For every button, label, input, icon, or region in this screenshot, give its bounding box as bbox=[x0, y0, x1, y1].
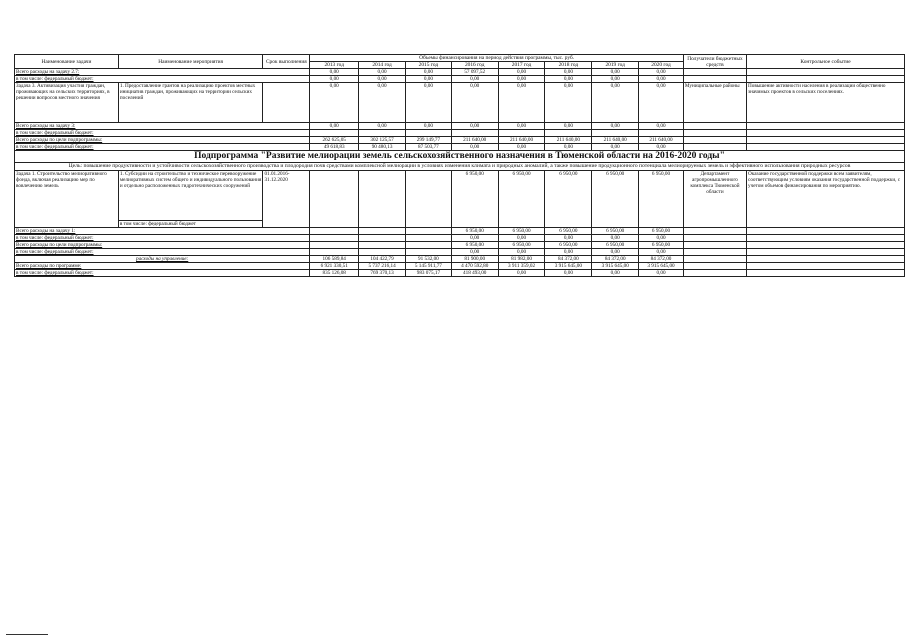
subprogram-goal-row bbox=[15, 163, 905, 171]
cell-empty bbox=[683, 249, 746, 256]
cell-value: 0,00 bbox=[310, 123, 359, 130]
cell-empty bbox=[683, 263, 746, 270]
cell-value bbox=[359, 242, 406, 249]
row-label: в том числе: федеральный бюджет: bbox=[15, 249, 310, 256]
cell-value: 0,00 bbox=[405, 69, 451, 76]
row-label: Всего расходы на задачу 1: bbox=[15, 228, 310, 235]
cell-empty bbox=[545, 130, 592, 137]
cell-value: 6 950,00 bbox=[451, 228, 498, 235]
row-label: в том числе: федеральный бюджет: bbox=[15, 270, 310, 277]
cell-value: 106 589,84 bbox=[310, 256, 359, 263]
cell-value: 0,00 bbox=[498, 83, 545, 123]
cell-empty bbox=[683, 235, 746, 242]
task1-row bbox=[15, 171, 905, 221]
cell-value: 0,00 bbox=[451, 76, 498, 83]
cell-empty bbox=[359, 171, 406, 228]
row-label: расходы на управление: bbox=[15, 256, 310, 263]
footnote-divider bbox=[6, 634, 48, 635]
cell-value: 6 950,00 bbox=[498, 242, 545, 249]
cell-value: 4 470 592,80 bbox=[451, 263, 498, 270]
cell-value: 0,00 bbox=[405, 123, 451, 130]
cell-value: 0,00 bbox=[498, 270, 545, 277]
document-page bbox=[14, 54, 905, 277]
cell-value: 0,00 bbox=[545, 235, 592, 242]
subprogram-goal: Цель: повышение продуктивности и устойчивости сельскохозяйственного производства и плодородия почв средствами комплексной мелиорации в условиях изменения климата и природных аномалий, а также повышение продукционного потенциала мелиорируемых земель и эффективного использования природных ресурсов bbox=[15, 163, 905, 171]
cell-value bbox=[359, 235, 406, 242]
task1-term bbox=[263, 171, 310, 228]
cell-value: 211 640,00 bbox=[592, 137, 639, 144]
cell-value: 0,00 bbox=[592, 249, 639, 256]
cell-empty bbox=[747, 263, 905, 270]
cell-value bbox=[310, 249, 359, 256]
cell-value bbox=[310, 235, 359, 242]
cell-empty bbox=[310, 130, 359, 137]
cell-value: 0,00 bbox=[545, 76, 592, 83]
cell-value: 0,00 bbox=[451, 83, 498, 123]
row-label: в том числе: федеральный бюджет: bbox=[15, 76, 310, 83]
cell-empty bbox=[592, 130, 639, 137]
cell-value: 0,00 bbox=[451, 123, 498, 130]
cell-value: 0,00 bbox=[592, 69, 639, 76]
cell-value: 0,00 bbox=[545, 83, 592, 123]
cell-value: 104 422,79 bbox=[359, 256, 406, 263]
task1-control: Оказание государственной поддержки всем заявителям, соответствующим условиям оказания государственной поддержки, с учетом объемов финансирования по мероприятию. bbox=[747, 171, 905, 228]
cell-value: 0,00 bbox=[310, 76, 359, 83]
row-label: Всего расходы по программе: bbox=[15, 263, 310, 270]
table-row bbox=[15, 144, 905, 151]
table-row bbox=[15, 263, 905, 270]
cell-value: 6 950,00 bbox=[498, 171, 545, 228]
cell-value: 84 372,00 bbox=[639, 256, 684, 263]
header-control: Контрольное событие bbox=[747, 55, 905, 69]
cell-empty bbox=[747, 137, 905, 144]
header-activity: Наименование мероприятия bbox=[118, 55, 263, 69]
header-funding: Объемы финансирования на период действия программы, тыс. руб. bbox=[310, 55, 684, 62]
cell-empty bbox=[747, 69, 905, 76]
task1-federal-note: в том числе: федеральный бюджет bbox=[118, 221, 263, 228]
cell-value: 211 640,00 bbox=[639, 137, 684, 144]
cell-value: 0,00 bbox=[639, 69, 684, 76]
cell-empty bbox=[747, 144, 905, 151]
cell-empty bbox=[747, 235, 905, 242]
cell-value: 0,00 bbox=[310, 83, 359, 123]
cell-value: 84 372,00 bbox=[592, 256, 639, 263]
cell-value bbox=[310, 242, 359, 249]
cell-value: 3 915 645,00 bbox=[639, 263, 684, 270]
year-header: 2013 год bbox=[310, 62, 359, 69]
table-header-row bbox=[15, 55, 905, 62]
cell-value: 0,00 bbox=[545, 249, 592, 256]
cell-value: 211 640,00 bbox=[451, 137, 498, 144]
cell-value: 0,00 bbox=[498, 144, 545, 151]
cell-empty bbox=[683, 144, 746, 151]
cell-value: 211 640,00 bbox=[498, 137, 545, 144]
task1-recipient: Департамент агропромышленного комплекса Тюменской области bbox=[683, 171, 746, 228]
cell-empty bbox=[405, 171, 451, 228]
cell-value: 0,00 bbox=[359, 76, 406, 83]
term-to: 31.12.2020 bbox=[264, 177, 288, 183]
table-row bbox=[15, 242, 905, 249]
task1-activity: 1. Субсидии на строительство и техническое перевооружение мелиоративных систем общего и индивидуального пользования и отдельно расположенных гидротехнических сооружений bbox=[118, 171, 263, 221]
cell-empty bbox=[747, 130, 905, 137]
task3-control: Повышение активности населения в реализации общественно значимых проектов в сельских поселениях. bbox=[747, 83, 905, 123]
task1-name: Задача 1. Строительство мелиоративного фонда, включая реализацию мер по вовлечению земель bbox=[15, 171, 119, 228]
cell-empty bbox=[263, 83, 310, 123]
table-row bbox=[15, 256, 905, 263]
table-row bbox=[15, 76, 905, 83]
table-row bbox=[15, 249, 905, 256]
cell-value: 418 493,00 bbox=[451, 270, 498, 277]
task3-recipient: Муниципальные районы bbox=[683, 83, 746, 123]
cell-value: 0,00 bbox=[592, 83, 639, 123]
cell-value: 81 982,00 bbox=[498, 256, 545, 263]
year-header: 2020 год bbox=[639, 62, 684, 69]
subprogram-title: Подпрограмма "Развитие мелиорации земель сельскохозяйственного назначения в Тюменской области на 2016-2020 годы" bbox=[15, 151, 905, 163]
cell-value: 49 618,83 bbox=[310, 144, 359, 151]
cell-value: 211 640,00 bbox=[545, 137, 592, 144]
cell-value: 0,00 bbox=[359, 123, 406, 130]
cell-empty bbox=[683, 130, 746, 137]
cell-value: 0,00 bbox=[545, 123, 592, 130]
cell-empty bbox=[683, 256, 746, 263]
cell-value: 0,00 bbox=[639, 270, 684, 277]
cell-value: 0,00 bbox=[592, 123, 639, 130]
cell-empty bbox=[747, 123, 905, 130]
cell-value bbox=[405, 228, 451, 235]
cell-value: 81 900,00 bbox=[451, 256, 498, 263]
cell-value: 769 370,13 bbox=[359, 270, 406, 277]
cell-empty bbox=[683, 69, 746, 76]
cell-value: 0,00 bbox=[498, 76, 545, 83]
cell-value bbox=[405, 242, 451, 249]
cell-value: 91 532,00 bbox=[405, 256, 451, 263]
cell-empty bbox=[639, 130, 684, 137]
cell-value: 0,00 bbox=[310, 69, 359, 76]
cell-empty bbox=[405, 130, 451, 137]
cell-value: 0,00 bbox=[639, 123, 684, 130]
cell-value: 835 126,08 bbox=[310, 270, 359, 277]
cell-empty bbox=[310, 171, 359, 228]
cell-value: 90 480,13 bbox=[359, 144, 406, 151]
cell-value: 0,00 bbox=[592, 235, 639, 242]
cell-value: 6 950,00 bbox=[451, 242, 498, 249]
cell-empty bbox=[747, 256, 905, 263]
cell-value: 6 950,00 bbox=[545, 228, 592, 235]
row-label: Всего расходы на задачу 3: bbox=[15, 123, 310, 130]
cell-value: 0,00 bbox=[592, 270, 639, 277]
cell-empty bbox=[747, 270, 905, 277]
cell-value: 6 950,00 bbox=[592, 228, 639, 235]
cell-value: 6 950,00 bbox=[498, 228, 545, 235]
cell-value: 0,00 bbox=[451, 144, 498, 151]
cell-value: 0,00 bbox=[545, 270, 592, 277]
cell-value bbox=[405, 249, 451, 256]
table-row bbox=[15, 235, 905, 242]
cell-empty bbox=[747, 76, 905, 83]
year-header: 2014 год bbox=[359, 62, 406, 69]
cell-value: 0,00 bbox=[405, 76, 451, 83]
cell-value: 0,00 bbox=[639, 76, 684, 83]
cell-value bbox=[405, 235, 451, 242]
cell-value: 6 950,00 bbox=[592, 242, 639, 249]
term-from: 01.01.2016- bbox=[264, 171, 290, 177]
cell-value: 262 625,05 bbox=[310, 137, 359, 144]
table-row bbox=[15, 69, 905, 76]
cell-value: 57 097,52 bbox=[451, 69, 498, 76]
cell-value: 299 149,77 bbox=[405, 137, 451, 144]
cell-value bbox=[359, 249, 406, 256]
cell-value: 5 737 216,14 bbox=[359, 263, 406, 270]
cell-value: 87 503,77 bbox=[405, 144, 451, 151]
cell-value: 0,00 bbox=[639, 144, 684, 151]
cell-empty bbox=[747, 228, 905, 235]
cell-value: 3 915 645,00 bbox=[592, 263, 639, 270]
cell-value: 3 911 359,02 bbox=[498, 263, 545, 270]
cell-empty bbox=[451, 130, 498, 137]
cell-empty bbox=[683, 228, 746, 235]
cell-empty bbox=[359, 130, 406, 137]
cell-value: 0,00 bbox=[592, 144, 639, 151]
cell-value: 0,00 bbox=[451, 235, 498, 242]
cell-value: 0,00 bbox=[639, 249, 684, 256]
cell-value: 6 950,00 bbox=[639, 242, 684, 249]
table-row bbox=[15, 123, 905, 130]
cell-value: 6 950,00 bbox=[545, 171, 592, 228]
cell-value: 0,00 bbox=[498, 249, 545, 256]
cell-empty bbox=[683, 242, 746, 249]
cell-value: 84 372,00 bbox=[545, 256, 592, 263]
program-finance-table bbox=[14, 54, 905, 277]
task3-row bbox=[15, 83, 905, 123]
table-row bbox=[15, 130, 905, 137]
cell-value: 0,00 bbox=[498, 235, 545, 242]
cell-value: 0,00 bbox=[498, 123, 545, 130]
row-label: в том числе: федеральный бюджет: bbox=[15, 144, 310, 151]
row-label: Всего расходы на задачу 2.7: bbox=[15, 69, 310, 76]
task3-name: Задача 3. Активизация участия граждан, проживающих на сельских территориях, в решении вопросов местного значения bbox=[15, 83, 119, 123]
header-recipients: Получатели бюджетных средств bbox=[683, 55, 746, 69]
cell-value: 0,00 bbox=[639, 235, 684, 242]
cell-value: 0,00 bbox=[592, 76, 639, 83]
row-label: Всего расходы по цели подпрограммы: bbox=[15, 137, 310, 144]
year-header: 2019 год bbox=[592, 62, 639, 69]
header-task: Наименование задачи bbox=[15, 55, 119, 69]
year-header: 2016 год bbox=[451, 62, 498, 69]
cell-value: 5 145 911,77 bbox=[405, 263, 451, 270]
cell-value: 0,00 bbox=[498, 69, 545, 76]
task3-activity: 1. Предоставление грантов на реализацию проектов местных инициатив граждан, проживающих на территории сельских поселений bbox=[118, 83, 263, 123]
cell-value: 0,00 bbox=[545, 69, 592, 76]
year-header: 2015 год bbox=[405, 62, 451, 69]
cell-empty bbox=[747, 249, 905, 256]
table-row bbox=[15, 270, 905, 277]
row-label: Всего расходы по цели подпрограммы: bbox=[15, 242, 310, 249]
cell-value: 6 950,00 bbox=[451, 171, 498, 228]
cell-value: 6 950,00 bbox=[639, 228, 684, 235]
cell-empty bbox=[683, 270, 746, 277]
cell-value: 6 950,00 bbox=[545, 242, 592, 249]
cell-empty bbox=[683, 76, 746, 83]
cell-empty bbox=[683, 137, 746, 144]
cell-value bbox=[310, 228, 359, 235]
cell-value: 0,00 bbox=[405, 83, 451, 123]
cell-value bbox=[359, 228, 406, 235]
cell-value: 0,00 bbox=[451, 249, 498, 256]
table-row bbox=[15, 228, 905, 235]
table-row bbox=[15, 137, 905, 144]
cell-empty bbox=[747, 242, 905, 249]
cell-value: 0,00 bbox=[545, 144, 592, 151]
header-term: Срок выполнения bbox=[263, 55, 310, 69]
cell-value: 0,00 bbox=[359, 83, 406, 123]
subprogram-title-row bbox=[15, 151, 905, 163]
cell-value: 0,00 bbox=[359, 69, 406, 76]
row-label: в том числе: федеральный бюджет: bbox=[15, 130, 310, 137]
cell-value: 6 950,00 bbox=[592, 171, 639, 228]
cell-value: 6 950,00 bbox=[639, 171, 684, 228]
year-header: 2017 год bbox=[498, 62, 545, 69]
cell-value: 3 915 645,00 bbox=[545, 263, 592, 270]
cell-value: 0,00 bbox=[639, 83, 684, 123]
row-label: в том числе: федеральный бюджет: bbox=[15, 235, 310, 242]
cell-empty bbox=[683, 123, 746, 130]
cell-value: 302 125,57 bbox=[359, 137, 406, 144]
cell-empty bbox=[498, 130, 545, 137]
cell-value: 6 921 330,51 bbox=[310, 263, 359, 270]
year-header: 2018 год bbox=[545, 62, 592, 69]
cell-value: 983 075,17 bbox=[405, 270, 451, 277]
